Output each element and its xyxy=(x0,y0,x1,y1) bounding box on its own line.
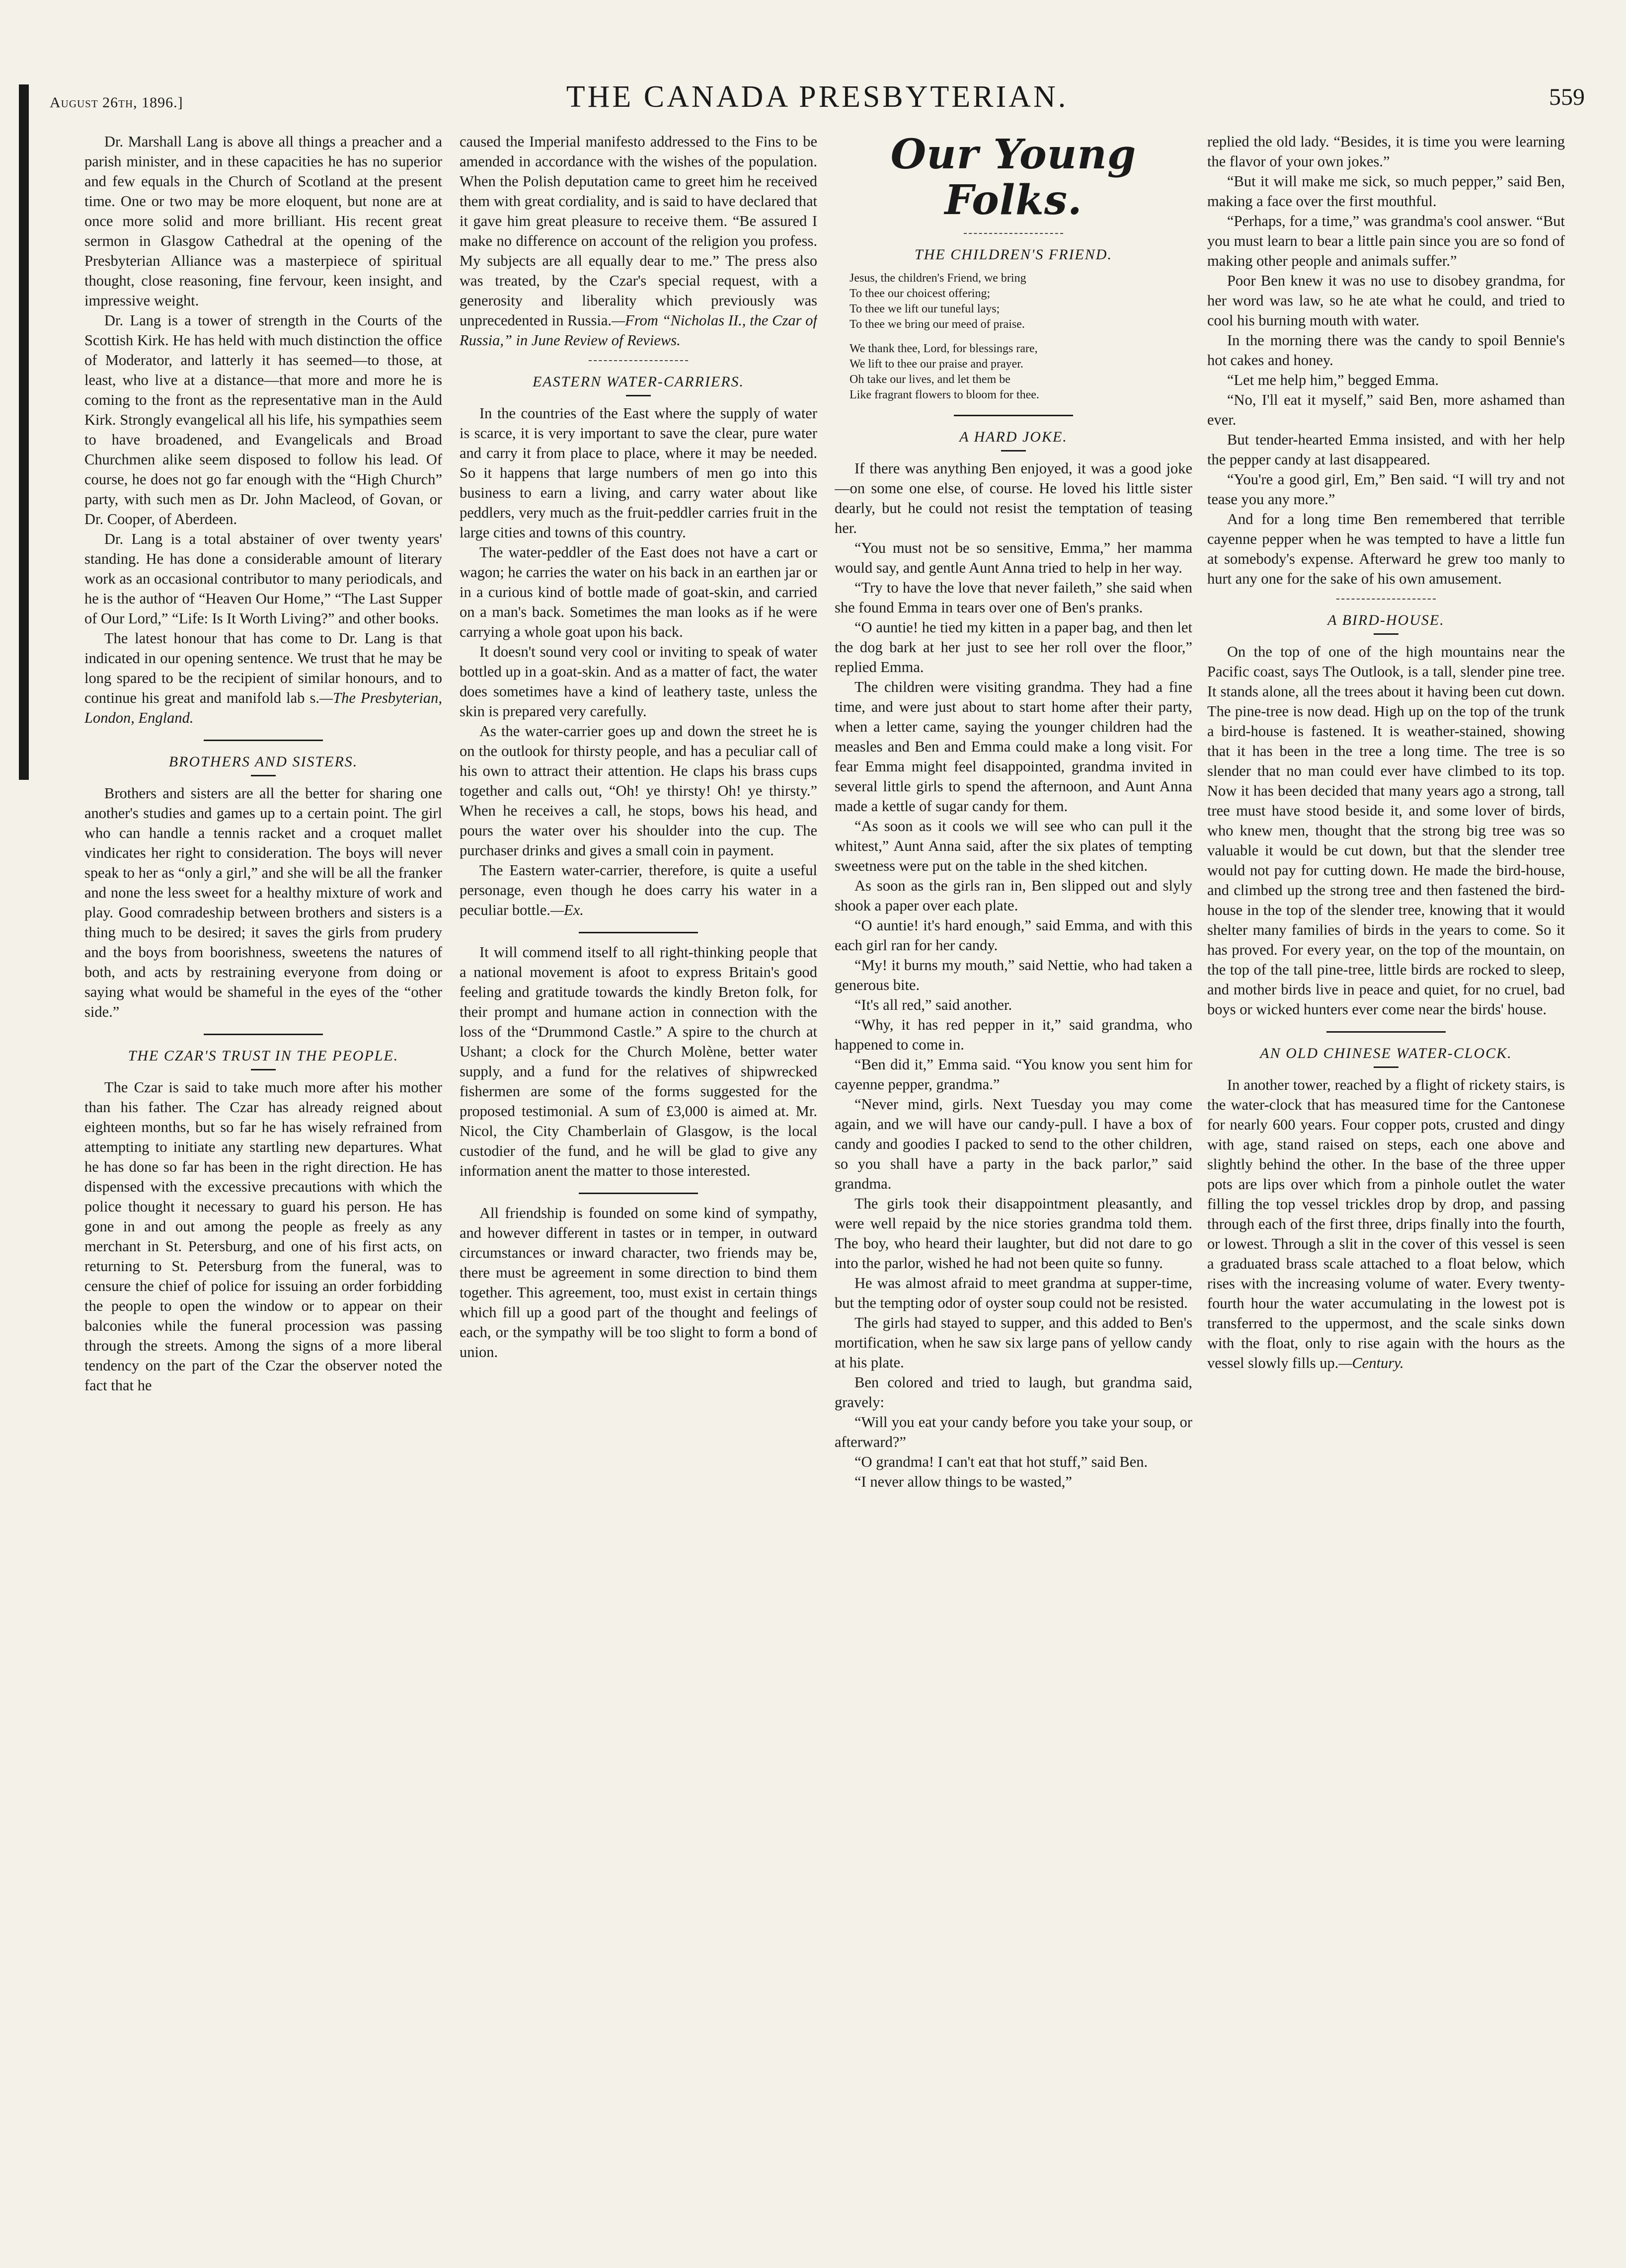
paragraph: Dr. Marshall Lang is above all things a preacher and a parish minister, and in these capacities he has no superior and few equals in the Church of Scotland at the present time. One or two may be more eloquent, but none are at once more solid and more brilliant. His recent great sermon in Glasgow Cathedral at the opening of the Presbyterian Alliance was a masterpiece of spiritual thought, close reasoning, fine fervour, keen insight, and impressive weight. xyxy=(84,133,442,309)
page-edge-mark xyxy=(19,84,29,780)
poem-line: Like fragrant flowers to bloom for thee. xyxy=(850,388,1039,401)
paragraph: “Never mind, girls. Next Tuesday you may come again, and we will have our candy-pull. I have a box of candy and goodies I packed to send to the other children, so you shall have a party in the back parlor,” said grandma. xyxy=(835,1096,1192,1192)
paragraph: “As soon as it cools we will see who can pull it the whitest,” Aunt Anna said, after the six plates of tempting sweetness were put on the table in the shed kitchen. xyxy=(835,818,1192,874)
paragraph: “I never allow things to be wasted,” xyxy=(854,1473,1072,1490)
poem-line: Jesus, the children's Friend, we bring xyxy=(850,272,1026,285)
paragraph xyxy=(460,860,817,920)
paragraph: “No, I'll eat it myself,” said Ben, more ashamed than ever. xyxy=(1207,391,1565,428)
paragraph-text: caused the Imperial manifesto addressed to the Fins to be amended in accordance with the wishes of the population. When the Polish deputation came to greet him he received them with great cordiality, and is said to have declared that it gave him great pleasure to receive them. “Be assured I make no difference on account of the religion you profess. My subjects are all equally dear to me.” The press also was treated, by the Czar's special request, with a generosity and liberality which previously was unprecedented in Russia. xyxy=(460,133,817,329)
poem-line: We lift to thee our praise and prayer. xyxy=(850,358,1023,371)
paragraph: Dr. Lang is a tower of strength in the Courts of the Scottish Kirk. He has held with much distinction the office of Moderator, and latterly it has seemed—to those, at least, who live at a distance—that more and more he is coming to the front as the representative man in the Auld Kirk. Strongly evangelical all his life, his sympathies seem to have broadened, and Evangelicals and Broad Churchmen alike seem disposed to follow his lead. Of course, he does not go far enough with the “High Church” party, with such men as Dr. John Macleod, of Govan, or Dr. Cooper, of Aberdeen. xyxy=(84,312,442,528)
paragraph: The Czar is said to take much more after his mother than his father. The Czar has already reigned about eighteen months, but so far he has wisely refrained from attempting to initiate any startling new departures. What he has done so far has been in the right direction. He has dispensed with the excessive precautions with which the police thought it necessary to guard his person. He has gone in and out among the people as freely as any merchant in St. Petersburg, and one of his first acts, on returning to St. Petersburg from the funeral, was to censure the chief of police for issuing an order forbidding the people to open the window or to appear on their balconies while the funeral procession was passing through the streets. Among the signs of a more liberal tendency on the part of the Czar the observer noted the fact that he xyxy=(84,1079,442,1394)
poem-line: To thee we lift our tuneful lays; xyxy=(850,302,1000,315)
paragraph: “You're a good girl, Em,” Ben said. “I will try and not tease you any more.” xyxy=(1207,471,1565,508)
paragraph: Brothers and sisters are all the better for sharing one another's studies and games up to a certain point. The girl who can handle a tennis racket and a croquet mallet vindicates her right to consideration. The boys will never speak to her as “only a girl,” and she will be all the franker and none the less sweet for a healthy mixture of work and play. Good comradeship between brothers and sisters is a thing much to be desired; it saves the girls from prudery and the boys from boorishness, sweetens the natures of both, and acts by restraining everyone from doing or saying what would be shameful in the eyes of the “other side.” xyxy=(84,785,442,1020)
paragraph: If there was anything Ben enjoyed, it was a good joke—on some one else, of course. He loved his little sister dearly, but he could not resist the temptation of teasing her. xyxy=(835,460,1192,536)
page-number: 559 xyxy=(1549,84,1585,110)
paragraph xyxy=(84,628,442,728)
paragraph: “O auntie! it's hard enough,” said Emma, and with this each girl ran for her candy. xyxy=(835,917,1192,954)
column-4 xyxy=(1207,132,1565,2233)
paragraph: Poor Ben knew it was no use to disobey grandma, for her word was law, so he ate what he could, and tried to cool his burning mouth with water. xyxy=(1207,272,1565,329)
section-divider xyxy=(589,360,688,361)
paragraph: The girls had stayed to supper, and this added to Ben's mortification, when he saw six large pans of yellow candy at his plate. xyxy=(835,1314,1192,1371)
paragraph: He was almost afraid to meet grandma at supper-time, but the tempting odor of oyster soup could not be resisted. xyxy=(835,1275,1192,1311)
column-2 xyxy=(460,132,817,2233)
heading-rule xyxy=(626,395,651,396)
paragraph xyxy=(1207,1075,1565,1373)
section-divider xyxy=(579,932,698,933)
paragraph: As soon as the girls ran in, Ben slipped out and slyly shook a paper over each plate. xyxy=(835,877,1192,914)
heading-rule xyxy=(1374,1066,1398,1068)
paragraph: “O grandma! I can't eat that hot stuff,” said Ben. xyxy=(854,1453,1148,1470)
paragraph: As the water-carrier goes up and down the street he is on the outlook for thirsty people, and has a peculiar call of his own to attract their attention. He claps his brass cups together and calls out, “Oh! ye thirsty! Oh! ye thirsty.” When he receives a call, he stops, bows his head, and pours the water over his shoulder into the cup. The purchaser drinks and gives a small coin in payment. xyxy=(460,723,817,859)
paragraph: Ben colored and tried to laugh, but grandma said, gravely: xyxy=(835,1374,1192,1411)
paragraph: It doesn't sound very cool or inviting to speak of water bottled up in a goat-skin. And as a matter of fact, the water does sometimes have a kind of leathery taste, unless the skin is prepared very carefully. xyxy=(460,643,817,720)
paragraph: “Try to have the love that never faileth,” she said when she found Emma in tears over one of Ben's pranks. xyxy=(835,579,1192,616)
article-credit: —The Presbyterian, London, England. xyxy=(84,689,442,726)
poem-line: To thee our choicest offering; xyxy=(850,287,991,300)
column-1 xyxy=(84,132,442,2233)
paragraph: “Ben did it,” Emma said. “You know you sent him for cayenne pepper, grandma.” xyxy=(835,1056,1192,1093)
article-heading: THE CZAR'S TRUST IN THE PEOPLE. xyxy=(128,1048,399,1064)
poem-stanza xyxy=(850,271,1192,332)
paragraph: All friendship is founded on some kind of sympathy, and however different in tastes or in temper, in outward circumstances or inward character, two friends may be, there must be agreement in some direction to bind them together. This agreement, too, must exist in certain things which fill up a good part of the thought and feelings of each, or the sympathy will be too slight to form a bond of union. xyxy=(460,1205,817,1361)
paragraph: “But it will make me sick, so much pepper,” said Ben, making a face over the first mouthful. xyxy=(1207,173,1565,210)
article-credit: —Century. xyxy=(1338,1355,1404,1371)
poem-line: We thank thee, Lord, for blessings rare, xyxy=(850,342,1038,355)
page-header xyxy=(50,75,1585,124)
paragraph: replied the old lady. “Besides, it is time you were learning the flavor of your own jokes.” xyxy=(1207,133,1565,170)
section-divider xyxy=(954,415,1073,416)
paragraph: The girls took their disappointment pleasantly, and were well repaid by the nice stories grandma told them. The boy, who heard their laughter, but did not dare to go into the parlor, wished he had not been quite so funny. xyxy=(835,1195,1192,1272)
article-heading: A BIRD-HOUSE. xyxy=(1327,612,1445,628)
section-divider xyxy=(204,740,323,741)
poem xyxy=(850,271,1192,403)
paragraph: “You must not be so sensitive, Emma,” her mamma would say, and gentle Aunt Anna tried to help in her way. xyxy=(835,539,1192,576)
paragraph: Dr. Lang is a total abstainer of over twenty years' standing. He has done a considerable amount of literary work as an occasional contributor to many periodicals, and he is the author of “Heaven Our Home,” “The Last Supper of Our Lord,” “Life: Is It Worth Living?” and other books. xyxy=(84,530,442,627)
paragraph: “Will you eat your candy before you take your soup, or afterward?” xyxy=(835,1414,1192,1450)
article-heading: THE CHILDREN'S FRIEND. xyxy=(915,246,1112,263)
masthead-title: THE CANADA PRESBYTERIAN. xyxy=(566,80,1069,114)
heading-rule xyxy=(1374,633,1398,635)
section-banner: Our Young Folks. xyxy=(890,132,1137,224)
poem-stanza xyxy=(850,341,1192,403)
section-divider xyxy=(1326,1031,1446,1033)
paragraph: It will commend itself to all right-thinking people that a national movement is afoot to express Britain's good feeling and gratitude towards the kindly Breton folk, for their prompt and humane action in connection with the loss of the “Drummond Castle.” A spire to the church at Ushant; a clock for the Church Molène, better water supply, and a fund for the relatives of shipwrecked fishermen are some of the forms suggested for the proposed testimonial. A sum of £3,000 is aimed at. Mr. Nicol, the City Chamberlain of Glasgow, is the local custodier of the fund, and he will be glad to give any information anent the matter to those interested. xyxy=(460,944,817,1179)
paragraph: The children were visiting grandma. They had a fine time, and were just about to start home after their party, when a letter came, saying the younger children had the measles and Ben and Emma could make a long visit. For fear Emma might feel disappointed, grandma invited in several little girls to spend the afternoon, and Aunt Anna made a kettle of sugar candy for them. xyxy=(835,679,1192,815)
article-credit: —From “Nicholas II., the Czar of Russia,” in June Review of Reviews. xyxy=(460,312,817,349)
article-credit: —Ex. xyxy=(550,902,584,918)
paragraph-text: The latest honour that has come to Dr. Lang is that indicated in our opening sentence. We trust that he may be long spared to be the recipient of similar honours, and to continue his great and manifold lab s. xyxy=(84,630,442,706)
paragraph: “Perhaps, for a time,” was grandma's cool answer. “But you must learn to bear a little pain since you are so fond of making other people and animals suffer.” xyxy=(1207,213,1565,269)
paragraph-text: In another tower, reached by a flight of rickety stairs, is the water-clock that has measured time for the Cantonese for nearly 600 years. Four copper pots, crusted and dingy with age, stand raised on steps, each one above and slightly behind the other. In the base of the three upper pots are lips over which from a pinhole outlet the water filling the top vessel trickles drop by drop, and passing through each of the first three, drips finally into the fourth, or lowest. Through a slit in the cover of this vessel is seen a graduated brass scale attached to a float below, which rises with the increasing volume of water. Every twenty-fourth hour the water accumulating in the lowest pot is transferred to the uppermost, and the scale sinks down with the float, only to rise again with the hours as the vessel slowly fills up. xyxy=(1207,1076,1565,1371)
poem-line: To thee we bring our meed of praise. xyxy=(850,318,1025,331)
section-divider xyxy=(579,1193,698,1194)
paragraph: And for a long time Ben remembered that terrible cayenne pepper when he was tempted to have a little fun at somebody's expense. Afterward he grew too manly to hurt any one for the sake of his own amusement. xyxy=(1207,511,1565,587)
paragraph: “It's all red,” said another. xyxy=(854,996,1012,1013)
section-divider xyxy=(1336,599,1436,600)
article-heading: EASTERN WATER-CARRIERS. xyxy=(532,374,745,390)
paragraph: “Let me help him,” begged Emma. xyxy=(1227,372,1439,388)
section-divider xyxy=(964,233,1063,234)
paragraph: “O auntie! he tied my kitten in a paper bag, and then let the dog bark at her just to see her roll over the floor,” replied Emma. xyxy=(835,619,1192,676)
article-heading: A HARD JOKE. xyxy=(959,429,1068,445)
column-3 xyxy=(835,132,1192,2233)
paragraph xyxy=(460,132,817,350)
paragraph: In the morning there was the candy to spoil Bennie's hot cakes and honey. xyxy=(1207,332,1565,369)
heading-rule xyxy=(251,1069,276,1070)
heading-rule xyxy=(251,775,276,776)
header-date: August 26th, 1896.] xyxy=(50,94,183,111)
section-divider xyxy=(204,1034,323,1035)
paragraph: “Why, it has red pepper in it,” said grandma, who happened to come in. xyxy=(835,1016,1192,1053)
paragraph: The water-peddler of the East does not have a cart or wagon; he carries the water on his back in an earthen jar or in a curious kind of bottle made of goat-skin, and carried on a man's back. Sometimes the man looks as if he were carrying a whole goat upon his back. xyxy=(460,544,817,640)
article-heading: AN OLD CHINESE WATER-CLOCK. xyxy=(1260,1045,1512,1061)
paragraph: In the countries of the East where the supply of water is scarce, it is very important to save the clear, pure water and carry it from place to place, where it may be needed. So it happens that large numbers of men go into this business to earn a living, and carry water about like peddlers, very much as the fruit-peddler carries fruit in the large cities and towns of this country. xyxy=(460,405,817,541)
paragraph: On the top of one of the high mountains near the Pacific coast, says The Outlook, is a tall, slender pine tree. It stands alone, all the trees about it having been cut down. The pine-tree is now dead. High up on the top of the trunk a bird-house is fastened. It is weather-stained, showing that it has been in the tree a long time. The tree is so slender that no man could ever have climbed to its top. Now it has been decided that many years ago a strong, tall tree must have stood beside it, and some lover of birds, who knew men, thought that the strong big tree was so valuable it would be cut down, but that the slender tree would not pay for cutting down. He made the bird-house, and climbed up the strong tree and then fastened the bird-house in the top of the slender tree, knowing that it would shelter many families of birds in the years to come. So it has proved. For every year, on the top of the mountain, on the top of the tall pine-tree, little birds are rocked to sleep, and mother birds live in peace and quiet, for no cruel, bad boys or wicked hunters ever come near the birds' house. xyxy=(1207,643,1565,1018)
paragraph: “My! it burns my mouth,” said Nettie, who had taken a generous bite. xyxy=(835,957,1192,993)
article-heading: BROTHERS AND SISTERS. xyxy=(168,754,358,770)
paragraph-text: The Eastern water-carrier, therefore, is quite a useful personage, even though he does carry his water in a peculiar bottle. xyxy=(460,862,817,918)
poem-line: Oh take our lives, and let them be xyxy=(850,373,1010,386)
heading-rule xyxy=(1001,450,1026,452)
paragraph: But tender-hearted Emma insisted, and with her help the pepper candy at last disappeared. xyxy=(1207,431,1565,468)
